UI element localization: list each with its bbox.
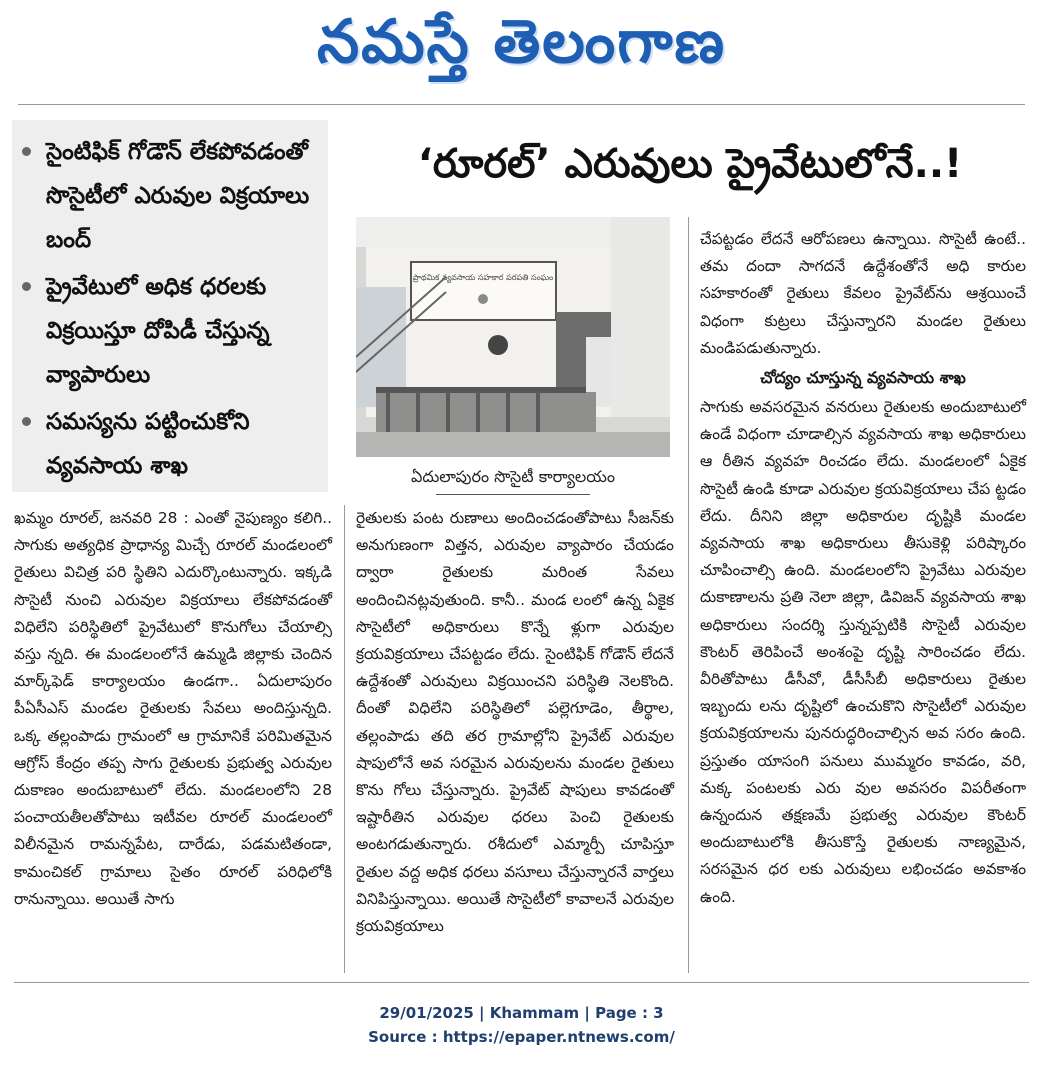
article-column-1 — [14, 505, 332, 913]
column-divider — [688, 217, 689, 973]
society-office-photo — [356, 217, 670, 457]
office-sign-text: ప్రాథమిక వ్యవసాయ సహకార పరపతి సంఘం — [412, 273, 554, 282]
source-link[interactable]: Source : https://epaper.ntnews.com/ — [368, 1028, 675, 1046]
article-column-3-top — [700, 226, 1026, 362]
article-text: సాగుకు అవసరమైన వనరులు రైతులకు అందుబాటులో ఉండే విధంగా చూడాల్సిన వ్యవసాయ శాఖ అధికారులు ఆ రీతిన వ్యవహ రించడం లేదు. మండలంలో ఏకైక సొసైటీ ఉండి కూడా ఎరువుల క్రయవిక్రయాలు చేప ట్టడం లేదు. దీనిని జిల్లా అధికారుల దృష్టికి మండల వ్యవసాయ శాఖ అధికారులు తీసుకెళ్లి పరిష్కారం చూపించాల్సి ఉంది. మండలంలోని ప్రైవేటు ఎరువుల దుకాణాలను ప్రతి నెలా జిల్లా, డివిజన్ వ్యవసాయ శాఖ అధికారులు సందర్శి స్తున్నప్పటికి సొసైటీ ఎరువుల కౌంటర్ తెరిపించే అంశంపై దృష్టి సారించడం లేదు. వీరితోపాటు డీసీవో, డీసీసీబీ అధికారులు రైతుల ఇబ్బందు లను దృష్టిలో ఉంచుకొని సొసైటీలో ఎరువుల క్రయవిక్రయాలను పునరుద్ధరించాల్సిన అవ సరం ఉంది. ప్రస్తుతం యాసంగి పనులు ముమ్మరం కావడం, వరి, మక్క పంటలకు ఎరు వుల అవసరం విపరీతంగా ఉన్నందున తక్షణమే ప్రభుత్వ ఎరువుల కౌంటర్ అందుబాటులోకి తీసుకొస్తే రైతులకు నాణ్యమైన, సరసమైన ధర లకు ఎరువులు లభించడం అవకాశం ఉంది. — [700, 398, 1026, 906]
article-text: చేపట్టడం లేదనే ఆరోపణలు ఉన్నాయి. సొసైటీ ఉంటే.. తమ దందా సాగదనే ఉద్దేశంతోనే అధి కారుల సహకారంతో రైతులు కేవలం ప్రైవేట్‌ను ఆశ్రయించే విధంగా కుట్రలు చేస్తున్నారని మండల రైతులు మండిపడుతున్నారు. — [700, 230, 1026, 357]
article-text: రైతులకు పంట రుణాలు అందించడంతోపాటు సీజన్‌కు అనుగుణంగా విత్తన, ఎరువుల వ్యాపారం చేయడం ద్వారా రైతులకు మరింత సేవలు అందించినట్లవుతుంది. కానీ.. మండ లంలో ఉన్న ఏకైక సొసైటీలో అధికారులు కొన్నే ళ్లుగా ఎరువుల క్రయవిక్రయాలు చేపట్టడం లేదు. సైంటిఫిక్ గోడౌన్ లేదనే ఉద్దేశంతో ఎరువులు విక్రయించని పరిస్థితి నెలకొంది. దీంతో విధిలేని పరిస్థితిలో పల్లెగూడెం, తీర్థాల, తల్లంపాడు తది తర గ్రామాల్లోని ప్రైవేట్ ఎరువుల షాపులోనే అవ సరమైన ఎరువులను మండల రైతులు కొను గోలు చేస్తున్నారు. ప్రైవేట్ షాపులు కావడంతో ఇష్టారీతిన ఎరువుల ధరలు పెంచి రైతులకు అంటగడుతున్నారు. రశీదులో ఎమ్మార్పీ చూపిస్తూ రైతుల వద్ద అధిక ధరలు వసూలు చేస్తున్నారనే వార్తలు వినిపిస్తున్నాయి. అయితే సొసైటీలో కావాలనే ఎరువుల క్రయవిక్రయాలు — [356, 509, 674, 936]
highlights-box — [12, 120, 328, 492]
article-text: ఖమ్మం రూరల్, జనవరి 28 : ఎంతో నైపుణ్యం కలిగి.. సాగుకు అత్యధిక ప్రాధాన్య మిచ్చే రూరల్ మండలంలో రైతులు విచిత్ర పరి స్థితిని ఎదుర్కొంటున్నారు. ఇక్కడి సొసైటీ నుంచి ఎరువుల విక్రయాలు లేకపోవడంతో విధిలేని పరిస్థితిలో ప్రైవేటులో కొనుగోలు చేయాల్సి వస్తు న్నది. ఈ మండలంలోనే ఉమ్మడి జిల్లాకు చెందిన మార్క్‌ఫెడ్ కార్యాలయం ఉండగా.. ఏదులాపురం పీఏసీఎస్ మండల రైతులకు సేవలు అందిస్తున్నది. ఒక్క తల్లంపాడు గ్రామంలో ఆ గ్రామానికే పరిమితమైన ఆగ్రోస్ కేంద్రం తప్ప సాగు రైతులకు ప్రభుత్వ ఎరువుల దుకాణం అందుబాటులో లేదు. మండలంలోని 28 పంచాయతీలతోపాటు ఇటీవల రూరల్ మండలంలో విలీనమైన రామన్నపేట, దారేడు, పడమటితండా, కామంచికల్ గ్రామాలు సైతం రూరల్ పరిధిలోకి రానున్నాయి. అయితే సాగు — [14, 509, 332, 908]
building-illustration — [356, 217, 670, 457]
article-column-3-bottom — [700, 394, 1026, 911]
section-subheading: చోద్యం చూస్తున్న వ్యవసాయ శాఖ — [760, 368, 966, 387]
edition-info: 29/01/2025 | Khammam | Page : 3 — [379, 1004, 664, 1022]
caption-divider — [436, 494, 590, 495]
article-column-2 — [356, 505, 674, 940]
highlight-item: సమస్యను పట్టించుకోని వ్యవసాయ శాఖ — [22, 400, 320, 488]
masthead-divider — [18, 104, 1025, 105]
masthead — [0, 0, 1043, 100]
bullet-icon — [22, 417, 31, 426]
column-divider — [344, 505, 345, 973]
bullet-icon — [22, 147, 31, 156]
photo-caption: ఏదులాపురం సొసైటీ కార్యాలయం — [411, 467, 615, 486]
newspaper-logo: నమస్తే తెలంగాణ — [316, 7, 727, 77]
bullet-icon — [22, 282, 31, 291]
footer-divider — [14, 982, 1029, 983]
highlight-item: సైంటిఫిక్ గోడౌన్ లేకపోవడంతో సొసైటీలో ఎరువుల విక్రయాలు బంద్ — [22, 130, 320, 262]
article-headline: ‘రూరల్’ ఎరువులు ప్రైవేటులోనే..! — [417, 141, 963, 187]
highlight-item: ప్రైవేటులో అధిక ధరలకు విక్రయిస్తూ దోపిడీ చేస్తున్న వ్యాపారులు — [22, 265, 320, 397]
